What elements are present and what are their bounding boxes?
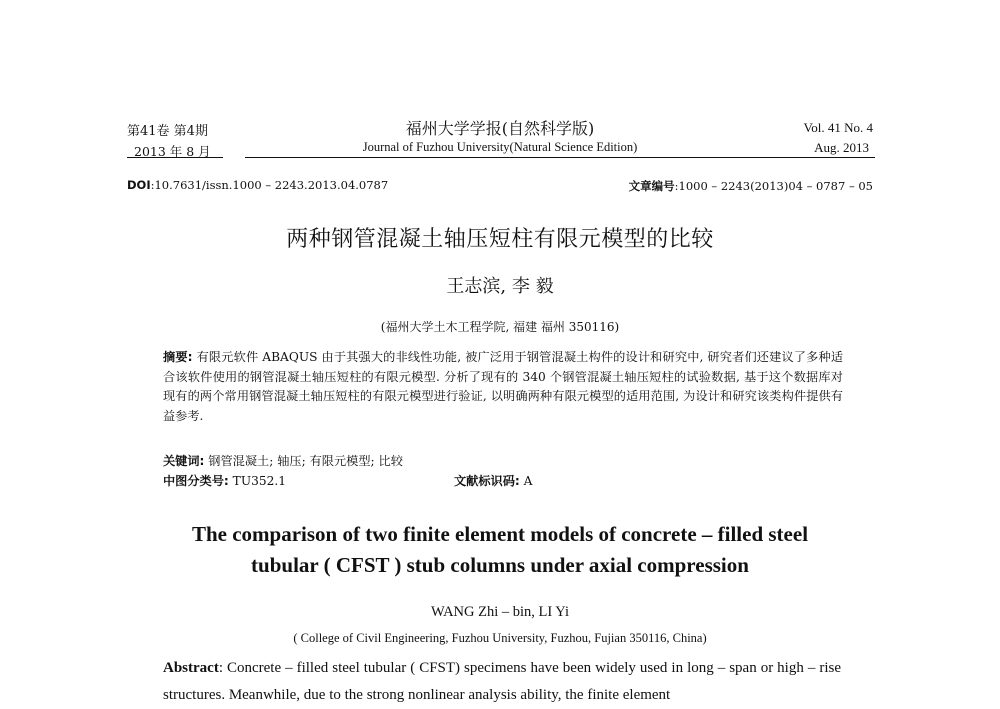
abstract-en-label: Abstract (163, 660, 219, 676)
doi-label: DOI (127, 178, 151, 192)
article-number-label: 文章编号 (628, 179, 675, 193)
paper-title-cn: 两种钢管混凝土轴压短柱有限元模型的比较 (286, 227, 714, 252)
journal-title-cn: 福州大学学报(自然科学版) (405, 119, 595, 138)
abstract-cn-label: 摘要: (163, 350, 193, 364)
header-rule-left (127, 157, 223, 158)
abstract-cn-text: 有限元软件 ABAQUS 由于其强大的非线性功能, 被广泛用于钢管混凝土构件的设计和研究中, 研究者们还建议了多种适合该软件使用的钢管混凝土轴压短柱的有限元模型. 分析了现有的 340 个钢管混凝土轴压短柱的试验数据, 基于这个数据库对现有的两个常用钢管混凝土轴压短柱的有限元模型进行验证, 以明确两种有限元模型的适用范围, 为设计和研究该类构件提供有益参考. (163, 350, 844, 423)
header-rule-main (245, 157, 875, 158)
clc-label: 中图分类号: (163, 474, 229, 488)
abstract-cn (163, 348, 843, 426)
document-code-label: 文献标识码: (454, 474, 520, 488)
volume-issue-cn: 第41卷 第4期 (127, 124, 208, 139)
clc-value: TU352.1 (228, 474, 286, 488)
clc-number (163, 472, 286, 489)
date-en: Aug. 2013 (814, 140, 869, 155)
paper-title-en (0, 519, 1000, 581)
authors-cn: 王志滨, 李 毅 (446, 276, 554, 297)
abstract-en-text: : Concrete – filled steel tubular ( CFST) specimens have been widely used in long – span or high – rise structures. Meanwhile, due to the strong nonlinear analysis ability, the finite element (163, 660, 841, 703)
article-number (629, 178, 873, 194)
document-code-value: A (519, 474, 533, 488)
doi-line (127, 178, 388, 192)
doi-value: :10.7631/issn.1000 – 2243.2013.04.0787 (150, 178, 389, 192)
keywords-cn-text: 钢管混凝土; 轴压; 有限元模型; 比较 (204, 454, 403, 468)
abstract-en (163, 655, 841, 709)
paper-title-en-line1: The comparison of two finite element models of concrete – filled steel (191, 522, 809, 546)
affiliation-en: ( College of Civil Engineering, Fuzhou University, Fuzhou, Fujian 350116, China) (293, 631, 707, 645)
volume-issue-en: Vol. 41 No. 4 (803, 120, 873, 135)
keywords-cn-label: 关键词: (163, 454, 205, 468)
date-cn: 2013 年 8 月 (134, 144, 211, 159)
article-number-value: :1000 – 2243(2013)04 – 0787 – 05 (674, 179, 873, 193)
journal-title-en: Journal of Fuzhou University(Natural Science Edition) (362, 140, 638, 154)
keywords-cn (163, 452, 403, 469)
authors-en: WANG Zhi – bin, LI Yi (430, 604, 569, 620)
document-code (454, 472, 533, 489)
paper-title-en-line2: tubular ( CFST ) stub columns under axial compression (251, 553, 749, 577)
affiliation-cn: (福州大学土木工程学院, 福建 福州 350116) (380, 320, 620, 334)
